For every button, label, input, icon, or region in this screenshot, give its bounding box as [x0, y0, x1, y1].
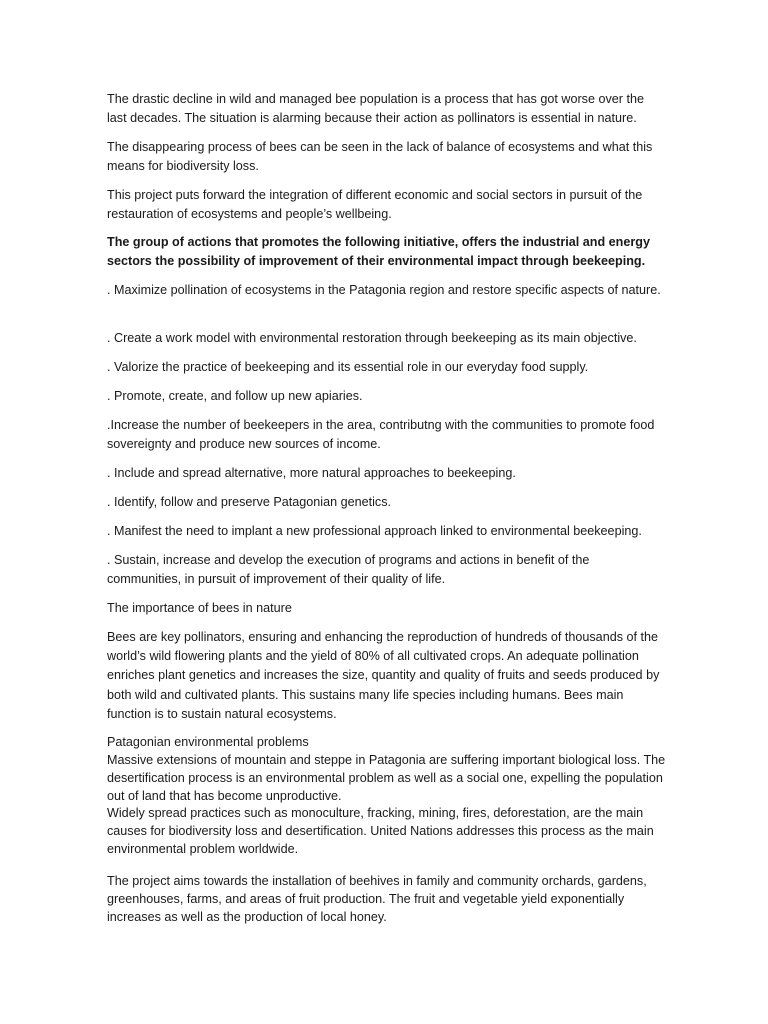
action-item-1: . Maximize pollination of ecosystems in the Patagonia region and restore specific aspects of nature. — [107, 283, 661, 297]
action-item-9: . Sustain, increase and develop the execution of programs and actions in benefit of the communities, in pursuit of improvement of their quality of life. — [107, 553, 590, 587]
problems-body-1: Massive extensions of mountain and steppe in Patagonia are suffering important biological loss. The desertification process is an environmental problem as well as a social one, expelling the population out of land that has become unproductive. — [107, 753, 666, 803]
problems-heading: Patagonian environmental problems — [107, 735, 309, 749]
intro-paragraph-3: This project puts forward the integration of different economic and social sectors in pursuit of the restauration of ecosystems and people’s wellbeing. — [107, 188, 643, 222]
action-item-4: . Promote, create, and follow up new apiaries. — [107, 389, 363, 403]
action-item-7: . Identify, follow and preserve Patagonian genetics. — [107, 495, 391, 509]
intro-paragraph-2: The disappearing process of bees can be seen in the lack of balance of ecosystems and what this means for biodiversity loss. — [107, 140, 653, 174]
action-item-5: .Increase the number of beekeepers in the area, contributng with the communities to promote food sovereignty and produce new sources of income. — [107, 418, 655, 452]
action-item-2: . Create a work model with environmental restoration through beekeeping as its main objective. — [107, 331, 637, 345]
importance-body: Bees are key pollinators, ensuring and enhancing the reproduction of hundreds of thousands of the world’s wild flowering plants and the yield of 80% of all cultivated crops. An adequate pollination enriches plant genetics and increases the size, quantity and quality of fruits and seeds produced by both wild and cultivated plants. This sustains many life species including humans. Bees main function is to sustain natural ecosystems. — [107, 630, 660, 721]
importance-heading: The importance of bees in nature — [107, 601, 292, 615]
action-item-6: . Include and spread alternative, more natural approaches to beekeeping. — [107, 466, 516, 480]
action-item-3: . Valorize the practice of beekeeping and its essential role in our everyday food supply. — [107, 360, 589, 374]
bold-statement: The group of actions that promotes the following initiative, offers the industrial and energy sectors the possibility of improvement of their environmental impact through beekeeping. — [107, 235, 650, 269]
intro-paragraph-1: The drastic decline in wild and managed bee population is a process that has got worse over the last decades. The situation is alarming because their action as pollinators is essential in nature. — [107, 92, 644, 126]
action-item-8: . Manifest the need to implant a new professional approach linked to environmental beekeeping. — [107, 524, 642, 538]
project-aim-paragraph: The project aims towards the installation of beehives in family and community orchards, gardens, greenhouses, farms, and areas of fruit production. The fruit and vegetable yield exponentially increases as well as the production of local honey. — [107, 874, 647, 924]
problems-body-2: Widely spread practices such as monoculture, fracking, mining, fires, deforestation, are the main causes for biodiversity loss and desertification. United Nations addresses this process as the main environmental problem worldwide. — [107, 806, 654, 856]
